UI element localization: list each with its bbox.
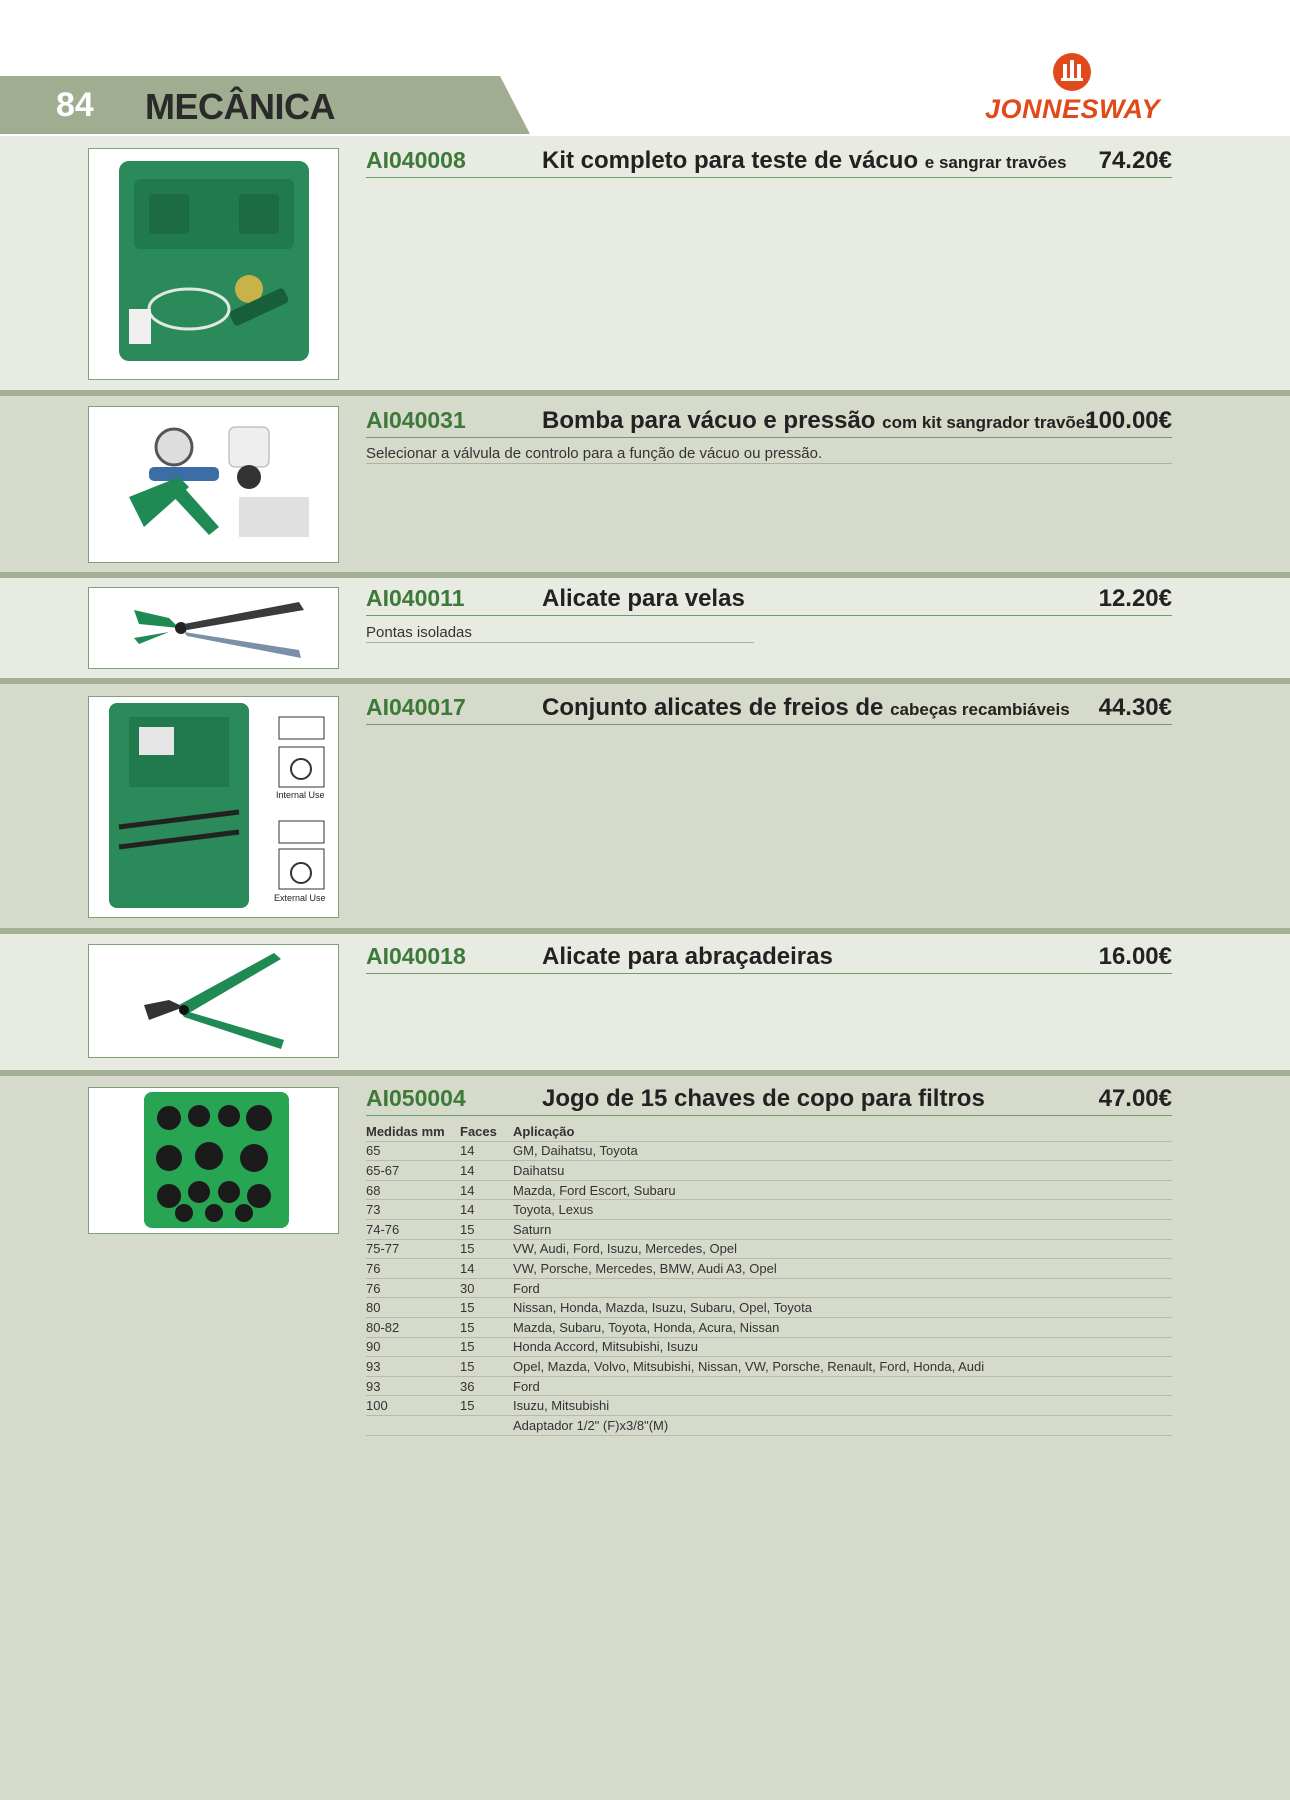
product-price: 47.00€	[1098, 1085, 1172, 1112]
product-name: Alicate para velas	[542, 585, 745, 612]
cell-size: 90	[366, 1337, 460, 1357]
internal-use-label: Internal Use	[276, 790, 325, 800]
cell-faces: 15	[460, 1239, 513, 1259]
product-image-hose-clamp-pliers	[88, 944, 339, 1058]
table-row	[366, 1317, 1172, 1337]
product-price: 74.20€	[1098, 147, 1172, 174]
table-row	[366, 1337, 1172, 1357]
cell-size: 75-77	[366, 1239, 460, 1259]
product-price: 100.00€	[1085, 407, 1172, 434]
product-image-spark-plug-pliers	[88, 587, 339, 669]
product-price: 44.30€	[1098, 694, 1172, 721]
cell-faces: 14	[460, 1141, 513, 1161]
cell-application: Daihatsu	[513, 1161, 1172, 1181]
product-price: 12.20€	[1098, 585, 1172, 612]
product-name: Alicate para abraçadeiras	[542, 943, 833, 970]
cell-size: 76	[366, 1278, 460, 1298]
product-code: AI050004	[366, 1085, 466, 1111]
cell-size: 100	[366, 1396, 460, 1416]
cell-faces: 15	[460, 1396, 513, 1416]
product-code: AI040008	[366, 147, 466, 173]
table-row	[366, 1141, 1172, 1161]
table-row	[366, 1161, 1172, 1181]
cell-faces: 15	[460, 1219, 513, 1239]
column-header-faces: Faces	[460, 1122, 513, 1141]
cell-faces: 15	[460, 1337, 513, 1357]
table-row	[366, 1200, 1172, 1220]
cell-application: VW, Audi, Ford, Isuzu, Mercedes, Opel	[513, 1239, 1172, 1259]
column-header-size: Medidas mm	[366, 1122, 460, 1141]
cell-faces: 30	[460, 1278, 513, 1298]
table-row	[366, 1396, 1172, 1416]
product-code: AI040011	[366, 585, 465, 611]
product-description: Pontas isoladas	[366, 624, 472, 641]
table-row	[366, 1376, 1172, 1396]
cell-application: Opel, Mazda, Volvo, Mitsubishi, Nissan, VW, Porsche, Renault, Ford, Honda, Audi	[513, 1357, 1172, 1377]
title-rule	[366, 177, 1172, 178]
title-rule	[366, 615, 1172, 616]
product-image-circlip-pliers-set	[88, 696, 339, 918]
cell-size: 80	[366, 1298, 460, 1318]
cell-size: 93	[366, 1357, 460, 1377]
cell-application: Nissan, Honda, Mazda, Isuzu, Subaru, Opel, Toyota	[513, 1298, 1172, 1318]
table-row	[366, 1259, 1172, 1279]
product-price: 16.00€	[1098, 943, 1172, 970]
cell-faces	[460, 1415, 513, 1435]
page-number: 84	[56, 86, 94, 124]
filter-spec-table	[366, 1122, 1172, 1436]
cell-faces: 14	[460, 1161, 513, 1181]
product-code: AI040018	[366, 943, 466, 969]
table-row	[366, 1239, 1172, 1259]
table-row	[366, 1180, 1172, 1200]
product-image-vacuum-kit	[88, 148, 339, 380]
section-divider	[0, 1070, 1290, 1076]
title-rule	[366, 973, 1172, 974]
title-rule	[366, 724, 1172, 725]
cell-faces: 15	[460, 1298, 513, 1318]
cell-faces: 15	[460, 1357, 513, 1377]
section-title: MECÂNICA	[145, 86, 335, 127]
product-name: Conjunto alicates de freios de cabeças recambiáveis	[542, 694, 1070, 721]
cell-application: Ford	[513, 1278, 1172, 1298]
table-row	[366, 1278, 1172, 1298]
title-rule	[366, 1115, 1172, 1116]
table-row	[366, 1415, 1172, 1435]
cell-size: 74-76	[366, 1219, 460, 1239]
cell-application: Mazda, Subaru, Toyota, Honda, Acura, Nissan	[513, 1317, 1172, 1337]
product-code: AI040017	[366, 694, 466, 720]
cell-application: Honda Accord, Mitsubishi, Isuzu	[513, 1337, 1172, 1357]
cell-application: Toyota, Lexus	[513, 1200, 1172, 1220]
cell-size: 73	[366, 1200, 460, 1220]
cell-application: Mazda, Ford Escort, Subaru	[513, 1180, 1172, 1200]
product-name: Kit completo para teste de vácuo e sangrar travões	[542, 147, 1067, 174]
brand-name: JONNESWAY	[984, 94, 1161, 124]
description-rule	[366, 463, 1172, 464]
product-code: AI040031	[366, 407, 466, 433]
description-rule	[366, 642, 754, 643]
table-row	[366, 1298, 1172, 1318]
cell-size: 65-67	[366, 1161, 460, 1181]
cell-application: Adaptador 1/2" (F)x3/8"(M)	[513, 1415, 1172, 1435]
cell-size: 80-82	[366, 1317, 460, 1337]
brand-emblem-icon	[970, 52, 1175, 94]
product-name: Jogo de 15 chaves de copo para filtros	[542, 1085, 985, 1112]
title-rule	[366, 437, 1172, 438]
cell-faces: 15	[460, 1317, 513, 1337]
cell-size: 76	[366, 1259, 460, 1279]
product-image-filter-wrench-set	[88, 1087, 339, 1234]
cell-size: 68	[366, 1180, 460, 1200]
product-name: Bomba para vácuo e pressão com kit sangrador travões	[542, 407, 1095, 434]
cell-faces: 14	[460, 1180, 513, 1200]
cell-application: Ford	[513, 1376, 1172, 1396]
cell-application: Saturn	[513, 1219, 1172, 1239]
cell-faces: 14	[460, 1259, 513, 1279]
cell-application: GM, Daihatsu, Toyota	[513, 1141, 1172, 1161]
product-description: Selecionar a válvula de controlo para a função de vácuo ou pressão.	[366, 445, 823, 462]
external-use-label: External Use	[274, 893, 326, 903]
cell-application: Isuzu, Mitsubishi	[513, 1396, 1172, 1416]
table-row	[366, 1219, 1172, 1239]
cell-size: 93	[366, 1376, 460, 1396]
table-header-row	[366, 1122, 1172, 1141]
cell-size	[366, 1415, 460, 1435]
product-image-vacuum-pump	[88, 406, 339, 563]
table-row	[366, 1357, 1172, 1377]
column-header-application: Aplicação	[513, 1122, 1172, 1141]
cell-application: VW, Porsche, Mercedes, BMW, Audi A3, Opel	[513, 1259, 1172, 1279]
cell-faces: 14	[460, 1200, 513, 1220]
cell-size: 65	[366, 1141, 460, 1161]
brand-logo	[970, 52, 1175, 124]
cell-faces: 36	[460, 1376, 513, 1396]
